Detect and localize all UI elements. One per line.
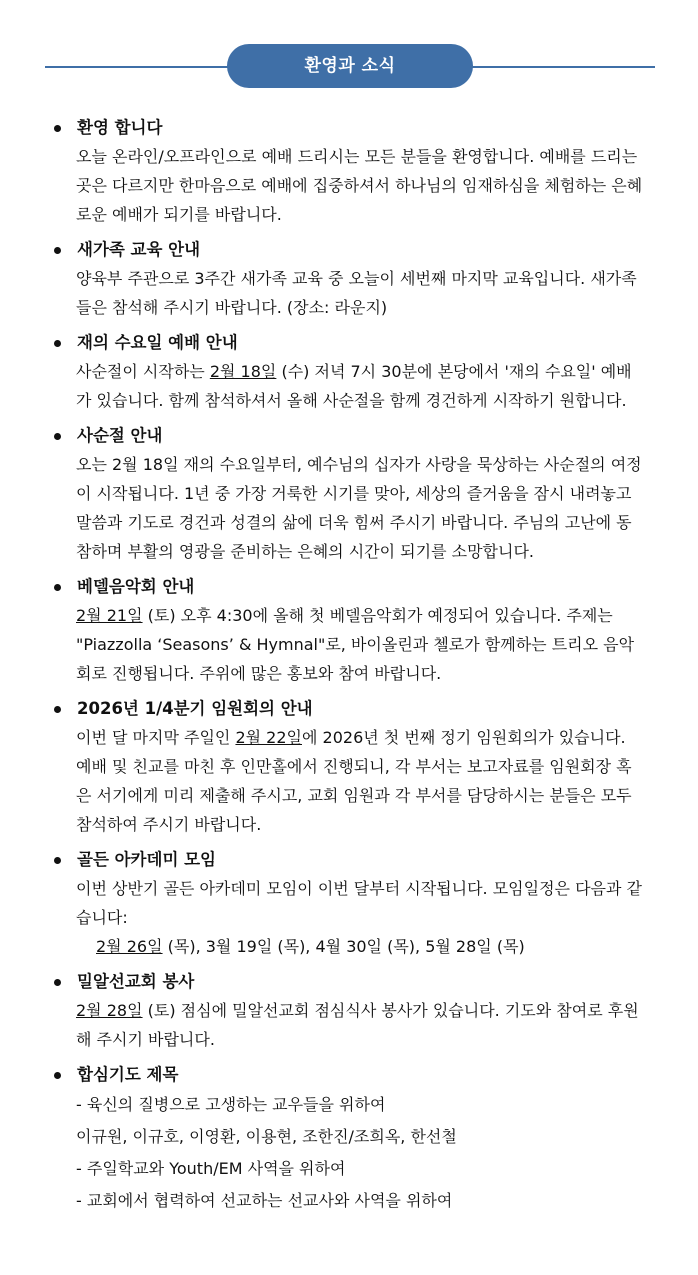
item-title: 2026년 1/4분기 임원회의 안내 [50,695,650,723]
item-body: 이번 달 마지막 주일인 2월 22일에 2026년 첫 번째 정기 임원회의가 있습니다. 예배 및 친교를 마친 후 인만홀에서 진행되니, 각 부서는 보고자료를 임원회장 혹은 서기에게 미리 제출해 주시고, 교회 임원과 각 부서를 담당하시는 분들은 모두 참석하여 주시기 바랍니다. [76,728,632,834]
item-title: 새가족 교육 안내 [50,236,650,264]
header-rule-right [464,66,655,68]
announcement-list [50,114,650,1224]
list-item [50,422,650,566]
item-title: 환영 합니다 [50,114,650,142]
section-header [0,44,698,90]
item-title: 베델음악회 안내 [50,573,650,601]
item-body: 2월 21일 (토) 오후 4:30에 올해 첫 베델음악회가 예정되어 있습니다. 주제는 "Piazzolla ‘Seasons’ & Hymnal"로, 바이올린과 첼로가 함께하는 트리오 음악회로 진행됩니다. 주위에 많은 홍보와 참여 바랍니다. [76,606,635,683]
prayer-topic: - 교회에서 협력하여 선교하는 선교사와 사역을 위하여 [76,1191,453,1210]
item-body: 사순절이 시작하는 2월 18일 (수) 저녁 7시 30분에 본당에서 '재의 수요일' 예배가 있습니다. 함께 참석하셔서 올해 사순절을 함께 경건하게 시작하기 원합니다. [76,362,632,410]
list-item [50,573,650,688]
event-date: 2월 26일 [96,937,163,956]
section-title: 환영과 소식 [227,44,473,88]
header-rule-left [45,66,235,68]
event-date: 2월 28일 [76,1001,143,1020]
item-title: 골든 아카데미 모임 [50,846,650,874]
event-date: 2월 18일 [209,362,277,381]
prayer-names: 이규원, 이규호, 이영환, 이용현, 조한진/조희옥, 한선철 [76,1127,457,1146]
list-item [50,968,650,1054]
schedule-dates: 2월 26일 (목), 3월 19일 (목), 4월 30일 (목), 5월 28일 (목) [96,937,525,956]
event-date: 2월 21일 [76,606,143,625]
prayer-topic: - 육신의 질병으로 고생하는 교우들을 위하여 [76,1095,386,1114]
item-body: 양육부 주관으로 3주간 새가족 교육 중 오늘이 세번째 마지막 교육입니다. 새가족들은 참석해 주시기 바랍니다. (장소: 라운지) [76,269,637,317]
list-item [50,1061,650,1217]
list-item [50,695,650,839]
item-title: 재의 수요일 예배 안내 [50,329,650,357]
list-item [50,236,650,322]
list-item [50,329,650,415]
item-body: 2월 28일 (토) 점심에 밀알선교회 점심식사 봉사가 있습니다. 기도와 참여로 후원해 주시기 바랍니다. [76,1001,639,1049]
item-body: 이번 상반기 골든 아카데미 모임이 이번 달부터 시작됩니다. 모임일정은 다음과 같습니다: [76,879,642,927]
item-title: 사순절 안내 [50,422,650,450]
item-body: 오늘 온라인/오프라인으로 예배 드리시는 모든 분들을 환영합니다. 예배를 드리는 곳은 다르지만 한마음으로 예배에 집중하셔서 하나님의 임재하심을 체험하는 은혜로운 예배가 되기를 바랍니다. [76,147,643,224]
event-date: 2월 22일 [235,728,302,747]
list-item [50,846,650,961]
prayer-topic: - 주일학교와 Youth/EM 사역을 위하여 [76,1159,346,1178]
list-item [50,114,650,229]
item-title: 합심기도 제목 [50,1061,650,1089]
item-body: 오는 2월 18일 재의 수요일부터, 예수님의 십자가 사랑을 묵상하는 사순절의 여정이 시작됩니다. 1년 중 가장 거룩한 시기를 맞아, 세상의 즐거움을 잠시 내려놓고 말씀과 기도로 경건과 성결의 삶에 더욱 힘써 주시기 바랍니다. 주님의 고난에 동참하며 부활의 영광을 준비하는 은혜의 시간이 되기를 소망합니다. [76,455,642,561]
item-title: 밀알선교회 봉사 [50,968,650,996]
